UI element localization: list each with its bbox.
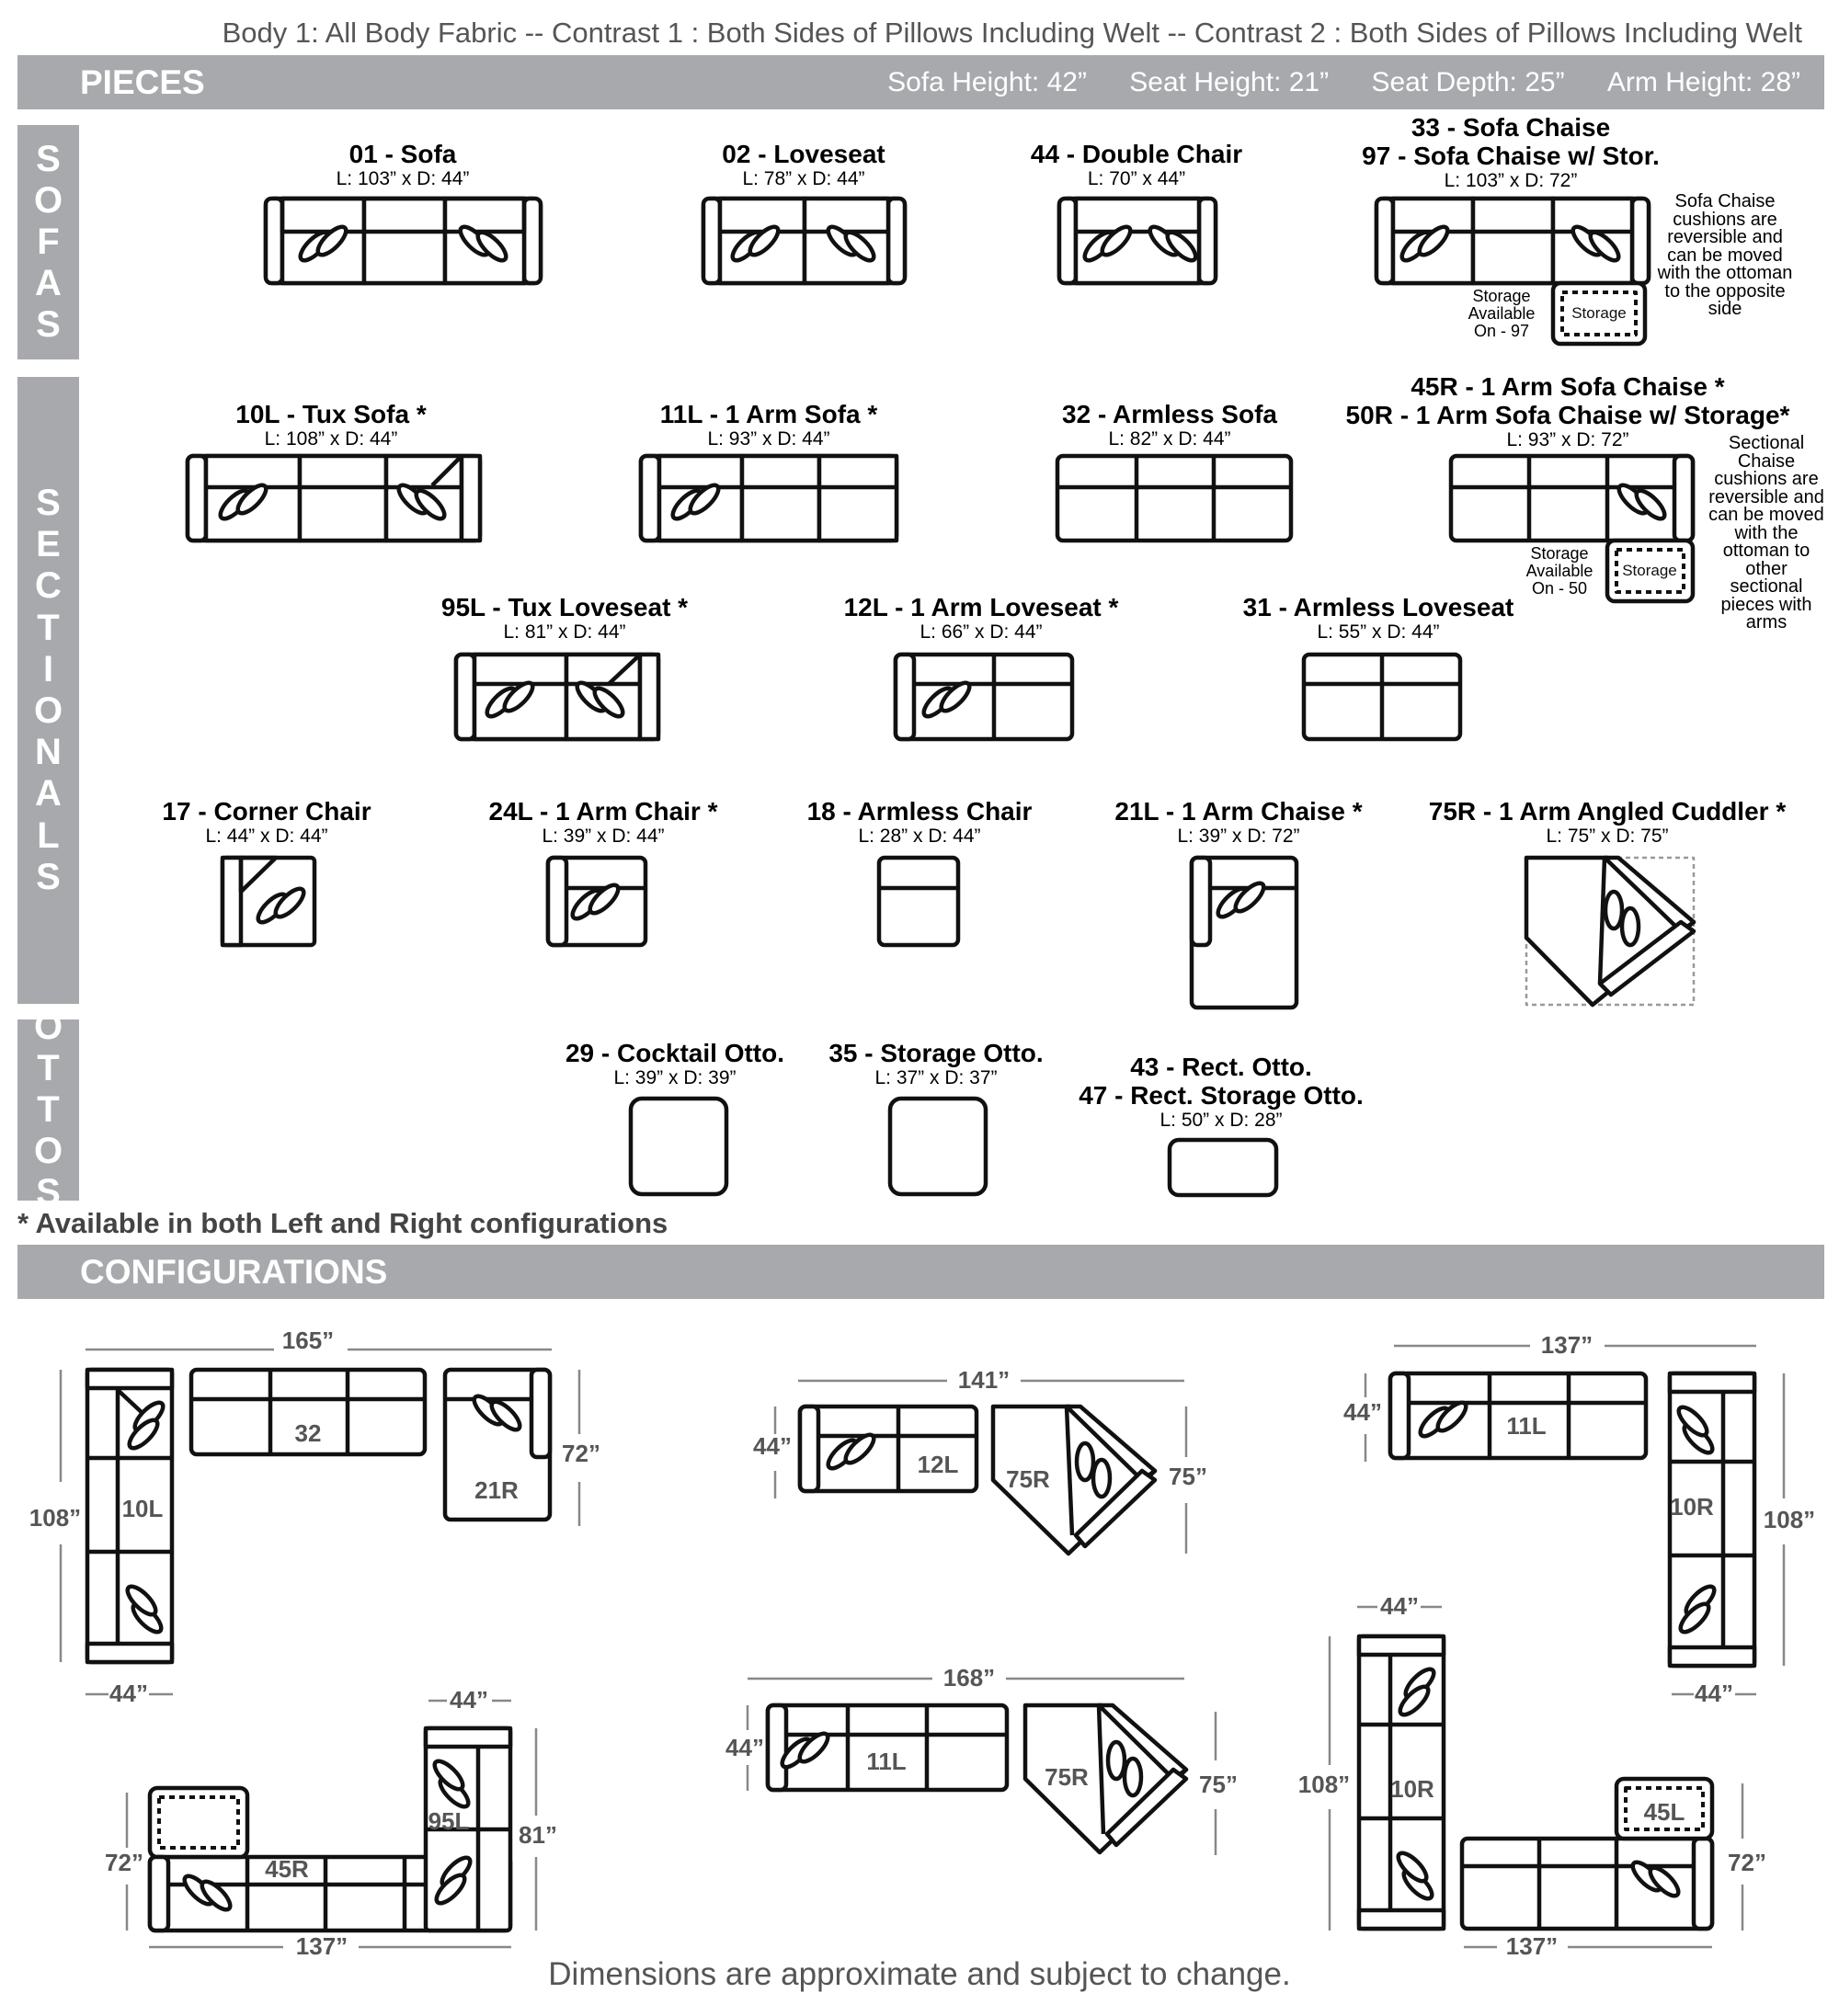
piece-11l-1-arm-sofa: 11L - 1 Arm Sofa * L: 93” x D: 44” [659,400,878,450]
c2-width: 141” [957,1366,1011,1394]
side-tab-ottos: O T T O S [17,1019,79,1201]
c1-label-21r: 21R [474,1476,519,1504]
double-chair-44-drawing [1059,199,1216,283]
storage-box-label-50: Storage [1622,562,1677,579]
loveseat-02-drawing [703,199,905,283]
c6-height: 108” [1297,1771,1351,1798]
one-arm-sofa-11l-drawing [641,456,897,541]
c2-label-12l: 12L [917,1451,959,1478]
c4-width: 137” [295,1932,348,1960]
c1-chaise: 72” [562,1440,600,1467]
storage-box-label-97: Storage [1571,304,1627,322]
piece-35-storage-otto: 35 - Storage Otto. L: 37” x D: 37” [828,1039,1044,1088]
c6-width: 137” [1505,1932,1559,1960]
c2-side: 75” [1169,1463,1207,1490]
piece-31-armless-loveseat: 31 - Armless Loveseat L: 55” x D: 44” [1242,593,1514,643]
c6-chaise: 72” [1728,1849,1766,1876]
piece-02-loveseat: 02 - Loveseat L: 78” x D: 44” [722,140,885,189]
one-arm-loveseat-12l-drawing [896,655,1072,739]
c2-depth: 44” [753,1432,792,1460]
c1-depth: 44” [109,1680,148,1707]
armless-loveseat-31-drawing [1304,655,1460,739]
c3-depth2: 44” [1695,1680,1733,1707]
tux-loveseat-95l-drawing [456,655,658,739]
c2-label-75r: 75R [1006,1465,1050,1493]
angled-cuddler-75r-drawing [1526,858,1694,1005]
piece-43-47-rect-otto: 43 - Rect. Otto. 47 - Rect. Storage Otto. L: 50” x D: 28” [1079,1053,1364,1131]
c6-label-45l: 45L [1643,1798,1685,1826]
sofa-height: Sofa Height: 42” [887,66,1087,97]
c1-label-32: 32 [294,1419,322,1447]
seat-height: Seat Height: 21” [1129,66,1330,97]
storage-otto-35-drawing [890,1099,986,1194]
tux-sofa-10l-drawing [188,456,480,541]
sofa-chaise-33-97-drawing [1376,199,1649,344]
rect-otto-43-47-drawing [1170,1140,1276,1195]
c6-label-10r: 10R [1390,1775,1434,1803]
c5-side: 75” [1199,1771,1238,1798]
side-tab-sofas: S O F A S [17,125,79,359]
c4-label-45r: 45R [265,1855,309,1883]
one-arm-chaise-21l-drawing [1192,858,1296,1008]
c1-label-10l: 10L [121,1495,164,1522]
seat-depth: Seat Depth: 25” [1371,66,1565,97]
piece-01-sofa: 01 - Sofa L: 103” x D: 44” [336,140,470,189]
c3-height: 108” [1763,1506,1816,1533]
c5-width: 168” [942,1664,996,1691]
sofa-01-drawing [266,199,541,283]
piece-17-corner-chair: 17 - Corner Chair L: 44” x D: 44” [162,797,371,847]
c5-depth: 44” [725,1734,764,1761]
c3-width: 137” [1540,1331,1593,1359]
piece-75r-angled-cuddler: 75R - 1 Arm Angled Cuddler * L: 75” x D: 75” [1428,797,1787,847]
configurations-title: CONFIGURATIONS [80,1252,388,1291]
footer-disclaimer: Dimensions are approximate and subject to change. [548,1956,1291,1992]
piece-33-97-sofa-chaise: 33 - Sofa Chaise 97 - Sofa Chaise w/ Stor. L: 103” x D: 72” [1362,113,1660,191]
arm-height: Arm Height: 28” [1606,66,1800,97]
availability-note: * Available in both Left and Right configurations [17,1207,668,1239]
cocktail-otto-29-drawing [631,1099,726,1194]
piece-12l-1-arm-loveseat: 12L - 1 Arm Loveseat * L: 66” x D: 44” [843,593,1119,643]
c3-label-10r: 10R [1670,1493,1714,1521]
c4-height: 72” [105,1849,143,1876]
corner-chair-17-drawing [223,858,314,945]
piece-21l-1-arm-chaise: 21L - 1 Arm Chaise * L: 39” x D: 72” [1114,797,1363,847]
sectional-storage-note: Storage Available On - 50 [1525,544,1593,598]
c1-width: 165” [281,1327,335,1354]
c1-height: 108” [29,1504,82,1532]
piece-10l-tux-sofa: 10L - Tux Sofa * L: 108” x D: 44” [235,400,427,450]
c5-label-75r: 75R [1045,1763,1089,1791]
one-arm-sofa-chaise-45r-50r-drawing [1451,456,1693,601]
c3-depth: 44” [1343,1398,1382,1426]
c6-depth: 44” [1380,1592,1419,1620]
piece-44-double-chair: 44 - Double Chair L: 70” x 44” [1030,140,1243,189]
sofa-storage-note: Storage Available On - 97 [1468,287,1536,340]
c5-label-11l: 11L [866,1748,907,1775]
sofa-chaise-note: Sofa Chaise cushions are reversible and can be moved with the ottoman to the opposite side [1657,191,1793,319]
sectional-chaise-note: Sectional Chaise cushions are reversible and can be moved with the ottoman to other sectional pieces with arms [1708,433,1824,632]
c4-height2: 81” [519,1821,557,1849]
pieces-title: PIECES [80,63,205,101]
armless-chair-18-drawing [879,858,958,945]
piece-29-cocktail-otto: 29 - Cocktail Otto. L: 39” x D: 39” [565,1039,785,1088]
c4-label-95l: 95L [428,1807,470,1835]
side-tab-sectionals: S E C T I O N A L S [17,377,79,1004]
config-5-drawing [768,1705,1186,1852]
piece-45r-50r-sofa-chaise: 45R - 1 Arm Sofa Chaise * 50R - 1 Arm Sofa Chaise w/ Storage* L: 93” x D: 72” [1345,372,1790,450]
piece-95l-tux-loveseat: 95L - Tux Loveseat * L: 81” x D: 44” [440,593,689,643]
one-arm-chair-24l-drawing [548,858,645,945]
c3-label-11l: 11L [1506,1412,1547,1440]
armless-sofa-32-drawing [1057,456,1291,541]
piece-18-armless-chair: 18 - Armless Chair L: 28” x D: 44” [806,797,1033,847]
c4-depth: 44” [450,1686,488,1714]
fabric-note: Body 1: All Body Fabric -- Contrast 1 : Both Sides of Pillows Including Welt -- Contrast 2 : Both Sides of Pillows Including Welt [222,17,1802,49]
piece-24l-1-arm-chair: 24L - 1 Arm Chair * L: 39” x D: 44” [488,797,718,847]
config-2-drawing [800,1407,1155,1554]
piece-32-armless-sofa: 32 - Armless Sofa L: 82” x D: 44” [1062,400,1277,450]
